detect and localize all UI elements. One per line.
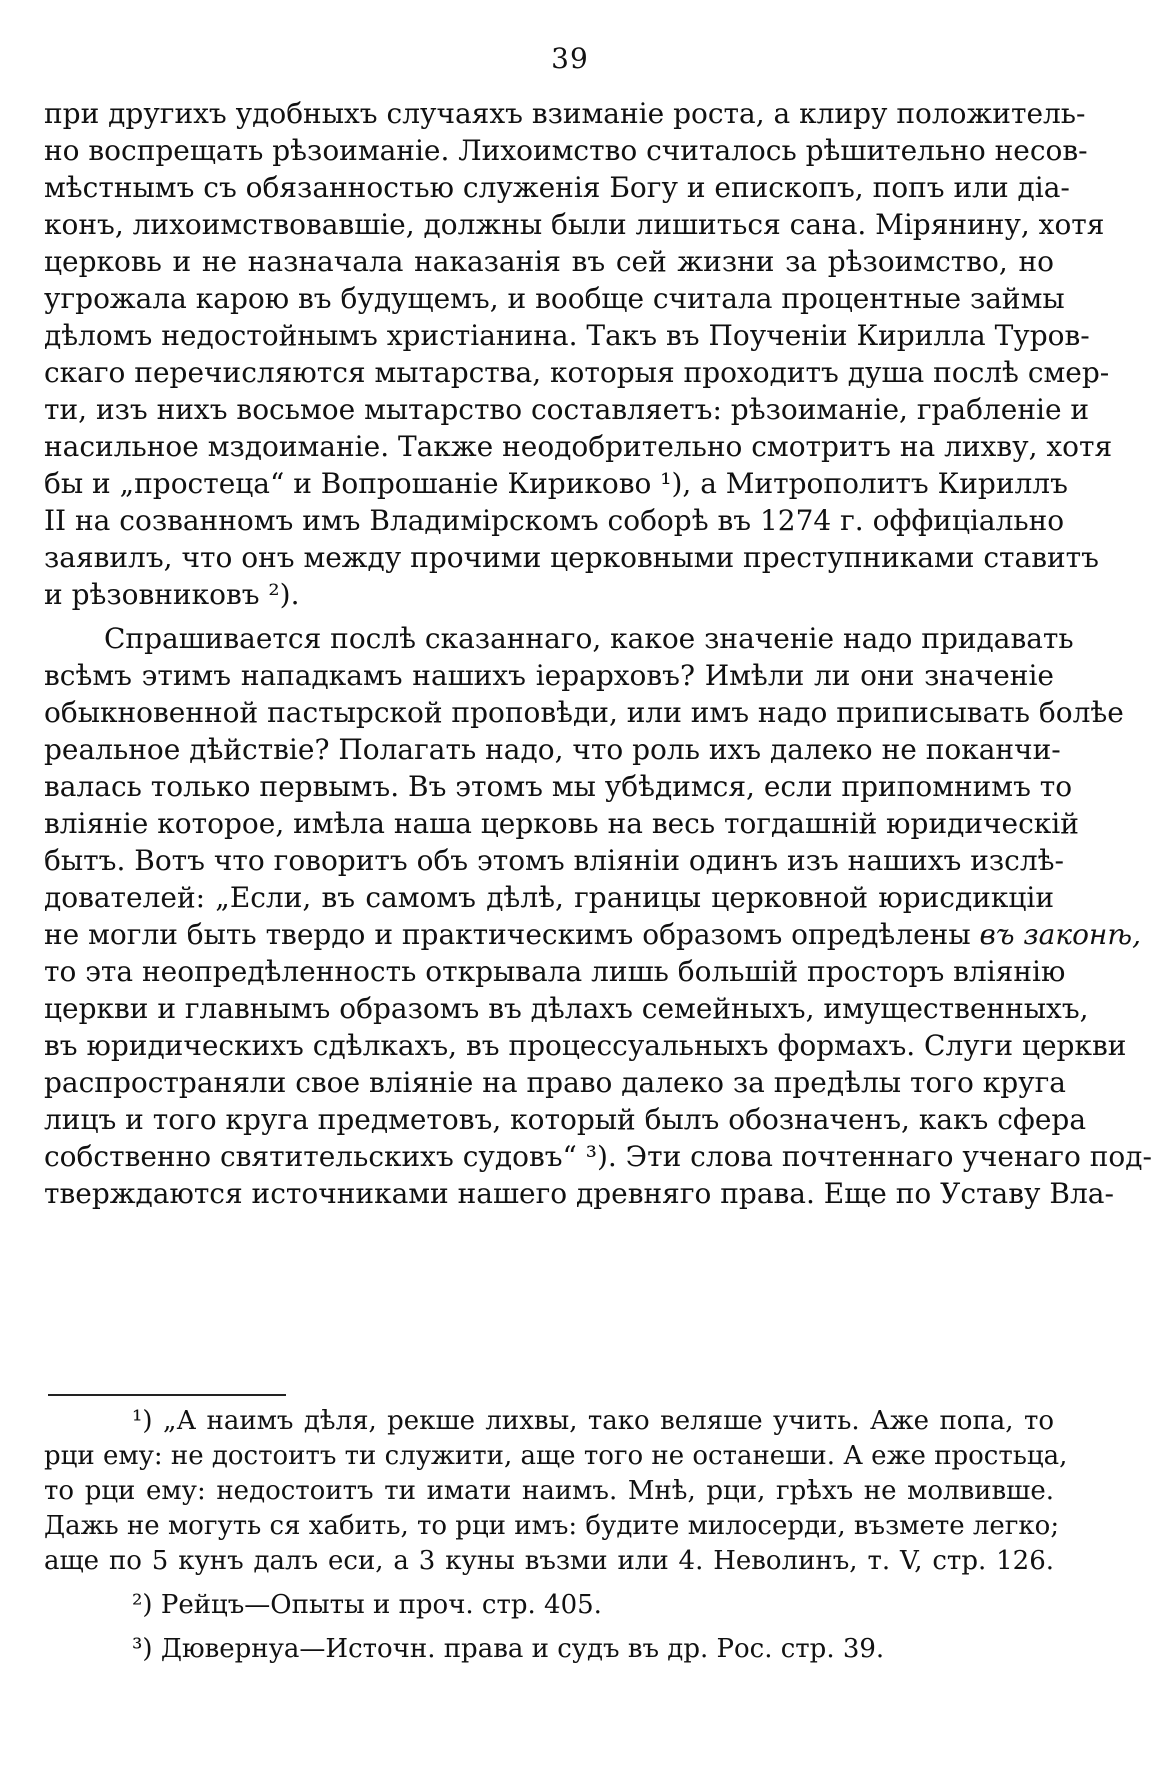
text-line: II на созванномъ имъ Владимірскомъ соборѣ въ 1274 г. оффиціально bbox=[44, 504, 1065, 537]
text-line: угрожала карою въ будущемъ, и вообще считала процентные займы bbox=[44, 282, 1065, 315]
footnote-1-line: то рци ему: недостоитъ ти имати наимъ. Мнѣ, рци, грѣхъ не молвивше. bbox=[44, 1476, 1054, 1506]
footnote-divider bbox=[48, 1394, 286, 1396]
text-line: насильное мздоиманіе. Также неодобрительно смотритъ на лихву, хотя bbox=[44, 430, 1113, 463]
text-segment: не могли быть твердо и практическимъ образомъ опредѣлены bbox=[44, 918, 971, 951]
text-line: лицъ и того круга предметовъ, который былъ обозначенъ, какъ сфера bbox=[44, 1103, 1087, 1136]
footnote-3: ³) Дювернуа—Источн. права и судъ въ др. Рос. стр. 39. bbox=[132, 1634, 885, 1664]
text-line: скаго перечисляются мытарства, которыя проходитъ душа послѣ смер- bbox=[44, 356, 1110, 389]
text-line: вліяніе которое, имѣла наша церковь на весь тогдашній юридическій bbox=[44, 807, 1079, 840]
text-line: конъ, лихоимствовавшіе, должны были лишиться сана. Мірянину, хотя bbox=[44, 208, 1105, 241]
text-line: тверждаются источниками нашего древняго права. Еще по Уставу Вла- bbox=[44, 1177, 1114, 1210]
text-line: распространяли свое вліяніе на право далеко за предѣлы того круга bbox=[44, 1066, 1066, 1099]
text-line: бытъ. Вотъ что говоритъ объ этомъ вліяніи одинъ изъ нашихъ изслѣ- bbox=[44, 844, 1064, 877]
text-line: въ юридическихъ сдѣлкахъ, въ процессуальныхъ формахъ. Слуги церкви bbox=[44, 1029, 1127, 1062]
text-line: ти, изъ нихъ восьмое мытарство составляетъ: рѣзоиманіе, грабленіе и bbox=[44, 393, 1090, 426]
text-line: церкви и главнымъ образомъ въ дѣлахъ семейныхъ, имущественныхъ, bbox=[44, 992, 1089, 1025]
text-line: заявилъ, что онъ между прочими церковными преступниками ставитъ bbox=[44, 541, 1099, 574]
text-line: и рѣзовниковъ ²). bbox=[44, 578, 300, 611]
text-line: церковь и не назначала наказанія въ сей жизни за рѣзоимство, но bbox=[44, 245, 1054, 278]
text-line: дователей: „Если, въ самомъ дѣлѣ, границы церковной юрисдикціи bbox=[44, 881, 1054, 914]
text-line: при другихъ удобныхъ случаяхъ взиманіе роста, а клиру положитель- bbox=[44, 97, 1086, 130]
footnote-1-line: ¹) „А наимъ дѣля, рекше лихвы, тако веляше учить. Аже попа, то bbox=[132, 1406, 1054, 1436]
text-line: валась только первымъ. Въ этомъ мы убѣдимся, если припомнимъ то bbox=[44, 770, 1073, 803]
text-line: то эта неопредѣленность открывала лишь большій просторъ вліянію bbox=[44, 955, 1066, 988]
italic-phrase: въ законѣ, bbox=[979, 918, 1141, 951]
text-line: собственно святительскихъ судовъ“ ³). Эти слова почтеннаго ученаго под- bbox=[44, 1140, 1152, 1173]
text-line: обыкновенной пастырской проповѣди, или имъ надо приписывать болѣе bbox=[44, 696, 1124, 729]
paragraph-start: Спрашивается послѣ сказаннаго, какое значеніе надо придавать bbox=[104, 622, 1074, 655]
text-line: всѣмъ этимъ нападкамъ нашихъ іерарховъ? Имѣли ли они значеніе bbox=[44, 659, 1054, 692]
page-number: 39 bbox=[551, 42, 589, 75]
text-line: мѣстнымъ съ обязанностью служенія Богу и епископъ, попъ или діа- bbox=[44, 171, 1070, 204]
footnote-1-line: Дажь не могуть ся хабить, то рци имъ: будите милосерди, възмете легко; bbox=[44, 1511, 1060, 1541]
footnote-2: ²) Рейцъ—Опыты и проч. стр. 405. bbox=[132, 1590, 602, 1620]
text-line: дѣломъ недостойнымъ христіанина. Такъ въ Поученіи Кирилла Туров- bbox=[44, 319, 1090, 352]
text-line: бы и „простеца“ и Вопрошаніе Кириково ¹), а Митрополитъ Кириллъ bbox=[44, 467, 1068, 500]
footnote-1-line: аще по 5 кунъ далъ еси, а 3 куны възми или 4. Неволинъ, т. V, стр. 126. bbox=[44, 1546, 1054, 1576]
text-line bbox=[44, 917, 1141, 953]
footnote-1-line: рци ему: не достоитъ ти служити, аще того не останеши. А еже простьца, bbox=[44, 1441, 1068, 1471]
text-line: реальное дѣйствіе? Полагать надо, что роль ихъ далеко не поканчи- bbox=[44, 733, 1061, 766]
text-line: но воспрещать рѣзоиманіе. Лихоимство считалось рѣшительно несов- bbox=[44, 134, 1088, 167]
